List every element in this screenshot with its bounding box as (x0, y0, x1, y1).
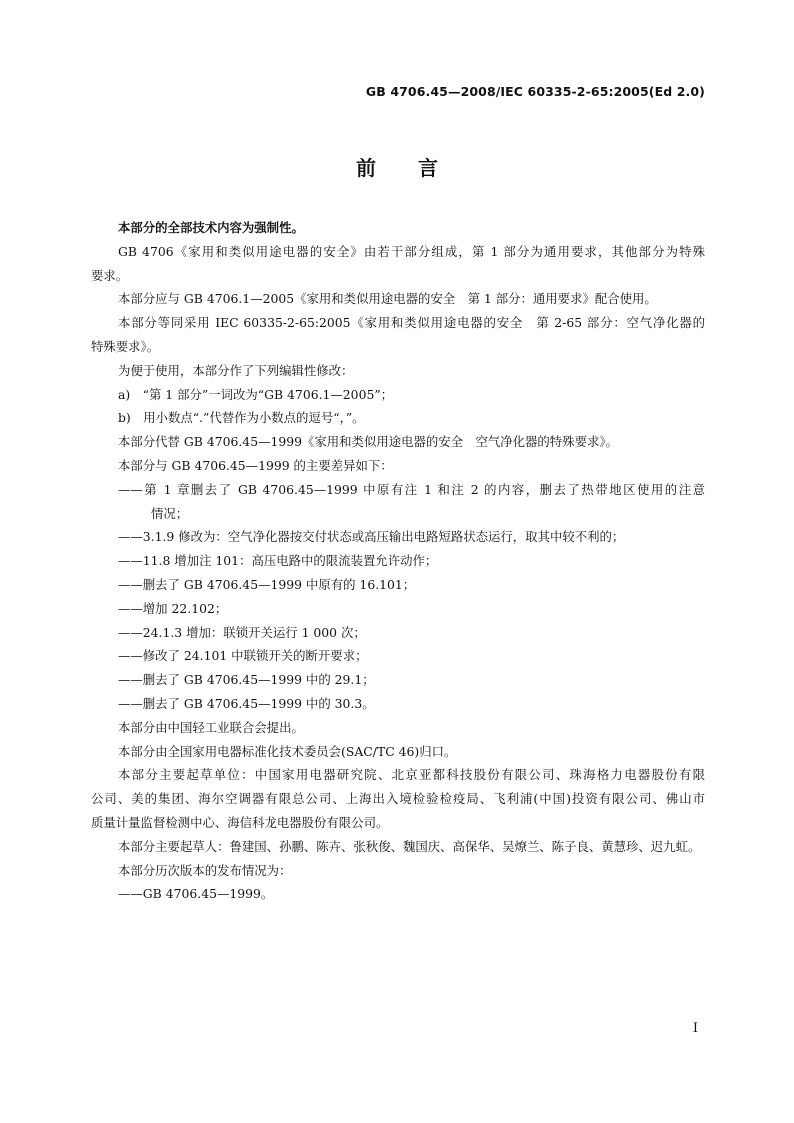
list-item: a) “第 1 部分”一词改为“GB 4706.1—2005”； (118, 386, 394, 402)
dash-list-item: ——增加 22.102； (118, 600, 228, 616)
paragraph-line: 质量计量监督检测中心、海信科龙电器股份有限公司。 (91, 814, 389, 830)
paragraph-line: 为便于使用，本部分作了下列编辑性修改： (118, 362, 354, 378)
paragraph-line: GB 4706《家用和类似用途电器的安全》由若干部分组成，第 1 部分为通用要求，其他部分为特殊 (118, 243, 705, 259)
dash-list-item: ——11.8 增加注 101：高压电路中的限流装置允许动作； (118, 553, 438, 569)
dash-list-item: ——删去了 GB 4706.45—1999 中原有的 16.101； (118, 576, 416, 592)
paragraph-line: 本部分由全国家用电器标准化技术委员会(SAC/TC 46)归口。 (118, 743, 457, 759)
standard-code-header: GB 4706.45—2008/IEC 60335-2-65:2005(Ed 2.0) (365, 84, 705, 99)
paragraph-line: 特殊要求》。 (91, 338, 160, 354)
mandatory-statement: 本部分的全部技术内容为强制性。 (118, 220, 304, 235)
paragraph-line: 本部分代替 GB 4706.45—1999《家用和类似用途电器的安全 空气净化器的特殊要求》。 (118, 434, 618, 450)
dash-list-item: ——GB 4706.45—1999。 (118, 886, 274, 902)
paragraph-line: 本部分等同采用 IEC 60335-2-65:2005《家用和类似用途电器的安全 第 2-65 部分：空气净化器的 (118, 315, 705, 331)
paragraph-line: 本部分主要起草单位：中国家用电器研究院、北京亚都科技股份有限公司、珠海格力电器股份有限 (118, 767, 705, 783)
page-number: I (692, 1021, 698, 1036)
list-item: b) 用小数点“.”代替作为小数点的逗号“，”。 (118, 410, 365, 426)
dash-list-item: ——3.1.9 修改为：空气净化器按交付状态或高压输出电路短路状态运行，取其中较不利的； (118, 529, 625, 545)
dash-list-item: ——修改了 24.101 中联锁开关的断开要求； (118, 648, 368, 664)
paragraph-line: 要求。 (91, 267, 129, 283)
paragraph-line: 本部分主要起草人：鲁建国、孙鹏、陈卉、张秋俊、魏国庆、高保华、吴燎兰、陈子良、黄慧珍、迟九虹。 (118, 838, 701, 854)
foreword-body (91, 216, 705, 906)
dash-list-item: ——删去了 GB 4706.45—1999 中的 30.3。 (118, 695, 375, 711)
page-title: 前言 (356, 156, 480, 180)
dash-list-item: ——24.1.3 增加：联锁开关运行 1 000 次； (118, 624, 366, 640)
paragraph-line: 本部分与 GB 4706.45—1999 的主要差异如下： (118, 457, 393, 473)
paragraph-line: 公司、美的集团、海尔空调器有限总公司、上海出入境检验检疫局、飞利浦(中国)投资有限公司、佛山市 (91, 791, 705, 807)
paragraph-line: 本部分历次版本的发布情况为： (118, 862, 292, 878)
paragraph-line: 本部分应与 GB 4706.1—2005《家用和类似用途电器的安全 第 1 部分：通用要求》配合使用。 (118, 291, 657, 307)
dash-list-item: ——删去了 GB 4706.45—1999 中的 29.1； (118, 672, 375, 688)
paragraph-line: 本部分由中国轻工业联合会提出。 (118, 719, 304, 735)
dash-list-item-continuation: 情况； (151, 505, 189, 521)
dash-list-item: ——第 1 章删去了 GB 4706.45—1999 中原有注 1 和注 2 的内容，删去了热带地区使用的注意 (118, 481, 705, 497)
